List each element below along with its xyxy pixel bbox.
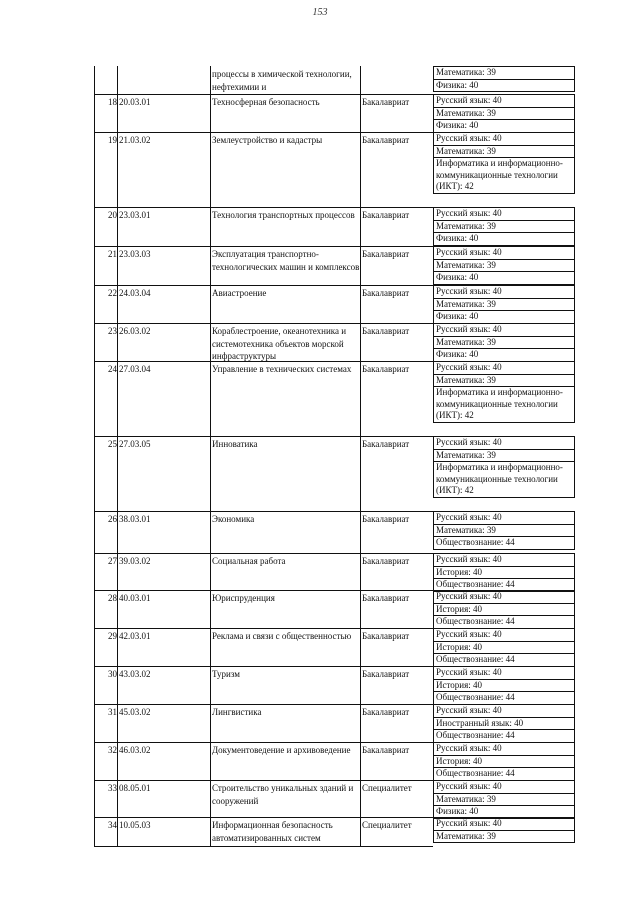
exam-requirement: Русский язык: 40 — [433, 742, 575, 756]
exam-requirement: Обществознание: 44 — [433, 692, 575, 705]
row-number: 29 — [108, 631, 117, 641]
exam-list — [433, 742, 575, 781]
row-number: 33 — [108, 783, 117, 793]
specialty-code: 38.03.01 — [119, 514, 151, 524]
admission-table — [94, 66, 575, 846]
specialty-code: 46.03.02 — [119, 745, 151, 755]
exam-list — [433, 94, 575, 133]
exam-requirement: Обществознание: 44 — [433, 579, 575, 592]
exam-requirement: Русский язык: 40 — [433, 361, 575, 375]
exam-requirement: Математика: 39 — [433, 260, 575, 273]
row-divider — [94, 817, 433, 818]
specialty-name: Авиастроение — [212, 288, 267, 298]
education-level: Специалитет — [362, 820, 412, 830]
exam-requirement: Русский язык: 40 — [433, 94, 575, 108]
education-level: Бакалавриат — [362, 669, 410, 679]
education-level: Бакалавриат — [362, 288, 410, 298]
specialty-name: Строительство уникальных зданий и сооружений — [212, 783, 354, 806]
specialty-code: 40.03.01 — [119, 593, 151, 603]
specialty-code: 26.03.02 — [119, 326, 151, 336]
table-row — [94, 285, 575, 323]
exam-requirement: Русский язык: 40 — [433, 704, 575, 718]
exam-list — [433, 323, 575, 362]
exam-requirement: Математика: 39 — [433, 108, 575, 121]
exam-requirement: Обществознание: 44 — [433, 616, 575, 629]
table-row — [94, 590, 575, 628]
row-number: 28 — [108, 593, 117, 603]
exam-list — [433, 704, 575, 743]
exam-requirement: Обществознание: 44 — [433, 654, 575, 667]
table-row — [94, 361, 575, 436]
exam-requirement: Обществознание: 44 — [433, 730, 575, 743]
exam-requirement: Русский язык: 40 — [433, 285, 575, 299]
exam-requirement: Физика: 40 — [433, 806, 575, 819]
table-row — [94, 742, 575, 780]
exam-requirement: Русский язык: 40 — [433, 436, 575, 450]
exam-list — [433, 66, 575, 92]
education-level: Бакалавриат — [362, 707, 410, 717]
table-row — [94, 666, 575, 704]
exam-requirement: Русский язык: 40 — [433, 553, 575, 567]
table-row — [94, 817, 575, 846]
exam-requirement: История: 40 — [433, 680, 575, 693]
table-row — [94, 436, 575, 511]
exam-requirement: Математика: 39 — [433, 375, 575, 388]
exam-requirement: Математика: 39 — [433, 831, 575, 844]
row-divider — [94, 361, 433, 362]
specialty-code: 45.03.02 — [119, 707, 151, 717]
row-divider — [94, 246, 433, 247]
education-level: Бакалавриат — [362, 97, 410, 107]
specialty-code: 21.03.02 — [119, 135, 151, 145]
exam-requirement: Русский язык: 40 — [433, 132, 575, 146]
row-divider — [94, 553, 433, 554]
exam-requirement: Физика: 40 — [433, 272, 575, 285]
education-level: Бакалавриат — [362, 745, 410, 755]
row-number: 24 — [108, 364, 117, 374]
specialty-name: Туризм — [212, 669, 240, 679]
exam-requirement: Математика: 39 — [433, 221, 575, 234]
specialty-name: процессы в химической технологии, нефтехимии и — [212, 69, 352, 92]
table-row — [94, 323, 575, 361]
exam-requirement: Русский язык: 40 — [433, 666, 575, 680]
table-row — [94, 704, 575, 742]
row-divider — [94, 666, 433, 667]
exam-requirement: Физика: 40 — [433, 311, 575, 324]
specialty-name: Землеустройство и кадастры — [212, 135, 323, 145]
exam-list — [433, 132, 575, 194]
row-number: 21 — [108, 249, 117, 259]
exam-requirement: Обществознание: 44 — [433, 537, 575, 550]
table-row — [94, 628, 575, 666]
exam-requirement: Информатика и информационно-коммуникационные технологии (ИКТ): 42 — [433, 387, 575, 423]
row-number: 26 — [108, 514, 117, 524]
table-row — [94, 132, 575, 207]
exam-list — [433, 553, 575, 592]
specialty-code: 27.03.04 — [119, 364, 151, 374]
specialty-code: 08.05.01 — [119, 783, 151, 793]
specialty-name: Документоведение и архивоведение — [212, 745, 351, 755]
specialty-name: Лингвистика — [212, 707, 262, 717]
row-number: 31 — [108, 707, 117, 717]
specialty-name: Технология транспортных процессов — [212, 210, 355, 220]
specialty-name: Экономика — [212, 514, 255, 524]
exam-requirement: Русский язык: 40 — [433, 780, 575, 794]
table-row — [94, 246, 575, 285]
exam-requirement: Математика: 39 — [433, 450, 575, 463]
exam-list — [433, 207, 575, 246]
exam-list — [433, 361, 575, 423]
exam-requirement: Иностранный язык: 40 — [433, 718, 575, 731]
specialty-name: Социальная работа — [212, 556, 286, 566]
exam-requirement: История: 40 — [433, 604, 575, 617]
table-row — [94, 780, 575, 817]
education-level: Бакалавриат — [362, 439, 410, 449]
exam-requirement: Математика: 39 — [433, 794, 575, 807]
exam-requirement: История: 40 — [433, 567, 575, 580]
specialty-code: 23.03.03 — [119, 249, 151, 259]
exam-requirement: Математика: 39 — [433, 525, 575, 538]
education-level: Бакалавриат — [362, 135, 410, 145]
table-row — [94, 553, 575, 590]
row-number: 25 — [108, 439, 117, 449]
specialty-name: Эксплуатация транспортно-технологических машин и комплексов — [212, 249, 360, 272]
specialty-code: 42.03.01 — [119, 631, 151, 641]
row-divider — [94, 285, 433, 286]
specialty-code: 23.03.01 — [119, 210, 151, 220]
row-number: 34 — [108, 820, 117, 830]
row-number: 20 — [108, 210, 117, 220]
exam-requirement: Математика: 39 — [433, 299, 575, 312]
specialty-name: Информационная безопасность автоматизированных систем — [212, 820, 333, 843]
specialty-name: Инноватика — [212, 439, 258, 449]
exam-list — [433, 511, 575, 550]
row-number: 30 — [108, 669, 117, 679]
exam-requirement: Обществознание: 44 — [433, 768, 575, 781]
page-number: 153 — [312, 7, 328, 18]
specialty-name: Кораблестроение, океанотехника и системотехника объектов морской инфраструктуры — [212, 326, 347, 361]
education-level: Бакалавриат — [362, 593, 410, 603]
exam-list — [433, 628, 575, 667]
exam-requirement: Русский язык: 40 — [433, 246, 575, 260]
exam-list — [433, 285, 575, 324]
education-level: Бакалавриат — [362, 631, 410, 641]
exam-requirement: Русский язык: 40 — [433, 628, 575, 642]
specialty-code: 10.05.03 — [119, 820, 151, 830]
education-level: Бакалавриат — [362, 326, 410, 336]
row-divider — [94, 323, 433, 324]
row-divider — [94, 590, 433, 591]
table-row — [94, 94, 575, 132]
exam-requirement: Физика: 40 — [433, 120, 575, 133]
specialty-code: 39.03.02 — [119, 556, 151, 566]
specialty-name: Управление в технических системах — [212, 364, 352, 374]
row-divider — [94, 94, 433, 95]
education-level: Специалитет — [362, 783, 412, 793]
exam-requirement: История: 40 — [433, 642, 575, 655]
table-row — [94, 207, 575, 246]
table-row — [94, 511, 575, 553]
exam-requirement: Русский язык: 40 — [433, 207, 575, 221]
row-number: 23 — [108, 326, 117, 336]
row-divider — [94, 132, 433, 133]
exam-list — [433, 817, 575, 843]
exam-requirement: Физика: 40 — [433, 349, 575, 362]
row-divider — [94, 511, 433, 512]
specialty-name: Техносферная безопасность — [212, 97, 320, 107]
exam-list — [433, 780, 575, 819]
row-number: 27 — [108, 556, 117, 566]
specialty-name: Реклама и связи с общественностью — [212, 631, 352, 641]
specialty-code: 43.03.02 — [119, 669, 151, 679]
row-divider — [94, 704, 433, 705]
exam-list — [433, 590, 575, 629]
row-number: 32 — [108, 745, 117, 755]
row-divider — [94, 780, 433, 781]
exam-requirement: Информатика и информационно-коммуникационные технологии (ИКТ): 42 — [433, 462, 575, 498]
education-level: Бакалавриат — [362, 210, 410, 220]
specialty-name: Юриспруденция — [212, 593, 275, 603]
row-divider — [94, 207, 433, 208]
exam-requirement: История: 40 — [433, 756, 575, 769]
row-number: 19 — [108, 135, 117, 145]
exam-requirement: Русский язык: 40 — [433, 590, 575, 604]
row-number: 22 — [108, 288, 117, 298]
education-level: Бакалавриат — [362, 249, 410, 259]
exam-requirement: Математика: 39 — [433, 337, 575, 350]
row-divider — [94, 628, 433, 629]
exam-requirement: Информатика и информационно-коммуникационные технологии (ИКТ): 42 — [433, 158, 575, 194]
specialty-code: 24.03.04 — [119, 288, 151, 298]
exam-requirement: Математика: 39 — [433, 146, 575, 159]
row-divider — [94, 742, 433, 743]
exam-list — [433, 246, 575, 285]
education-level: Бакалавриат — [362, 364, 410, 374]
exam-requirement: Физика: 40 — [433, 80, 575, 93]
exam-requirement: Русский язык: 40 — [433, 323, 575, 337]
exam-requirement: Русский язык: 40 — [433, 817, 575, 831]
table-row — [94, 66, 575, 94]
exam-requirement: Математика: 39 — [433, 66, 575, 80]
education-level: Бакалавриат — [362, 514, 410, 524]
education-level: Бакалавриат — [362, 556, 410, 566]
row-divider — [94, 436, 433, 437]
specialty-code: 20.03.01 — [119, 97, 151, 107]
exam-list — [433, 666, 575, 705]
exam-list — [433, 436, 575, 498]
specialty-code: 27.03.05 — [119, 439, 151, 449]
exam-requirement: Русский язык: 40 — [433, 511, 575, 525]
exam-requirement: Физика: 40 — [433, 233, 575, 246]
table-bottom-border — [94, 846, 433, 847]
row-number: 18 — [108, 97, 117, 107]
